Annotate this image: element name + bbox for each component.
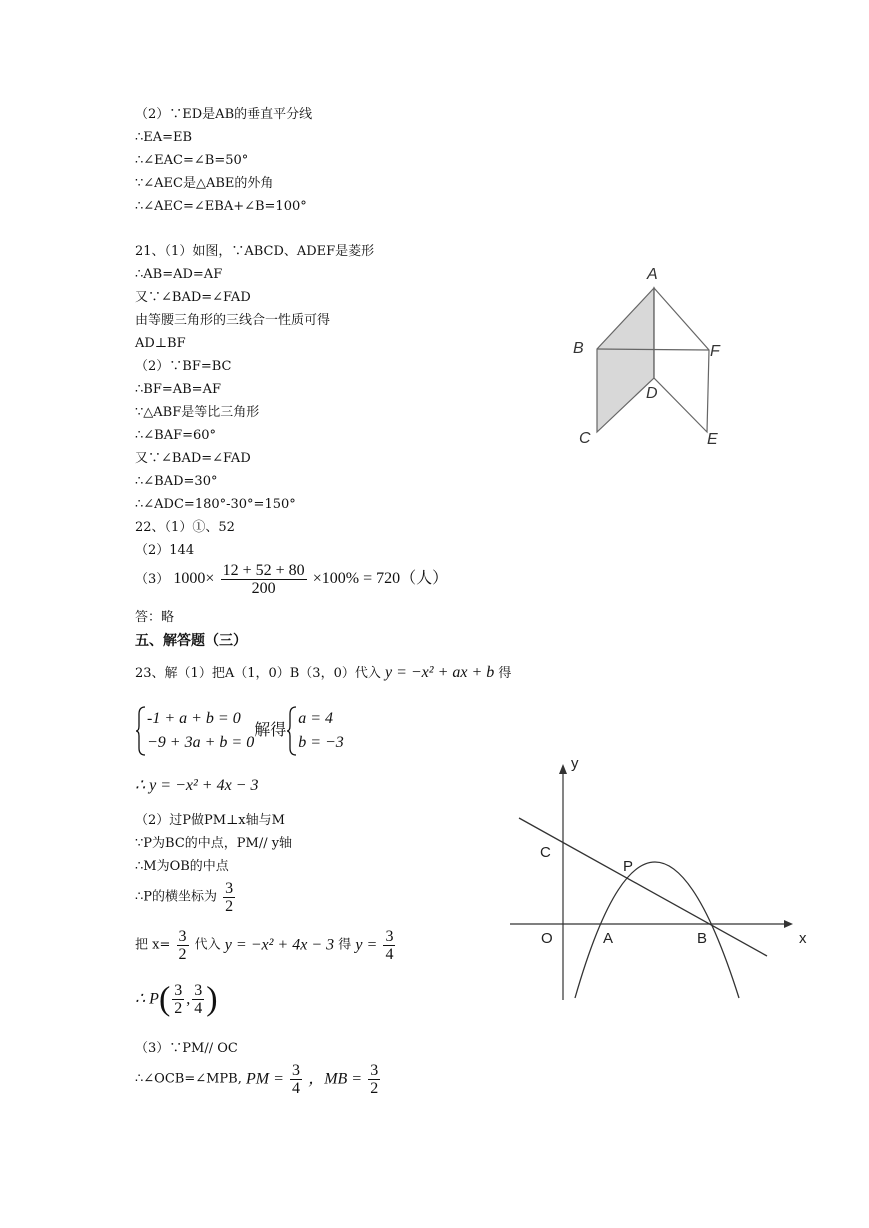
label-y: y <box>571 755 579 772</box>
p21-line9: ∴∠BAF=60° <box>135 428 217 443</box>
parabola-graph <box>505 750 825 1005</box>
fraction-den: 2 <box>370 1080 379 1097</box>
solution-equations <box>298 707 344 755</box>
label-x: x <box>799 930 807 947</box>
p21-line2: ∴AB=AD=AF <box>135 267 223 282</box>
fraction-den: 2 <box>225 898 234 915</box>
rhombus-adef <box>654 288 709 432</box>
p22-line4: 答：略 <box>135 610 175 625</box>
fraction-num: 3 <box>174 982 183 999</box>
system-eq-1: -1 + a + b = 0 <box>147 710 241 727</box>
solve-label: 解得 <box>254 722 287 739</box>
p22-fraction <box>221 562 307 597</box>
p23-line1-equation: y = −x² + ax + b <box>384 664 495 681</box>
label-c: C <box>540 844 551 861</box>
p23-line6-a: 把 x= <box>135 937 171 953</box>
p20-line1: （2）∵ED是AB的垂直平分线 <box>135 107 313 122</box>
p22-line3 <box>135 562 448 597</box>
p23-system <box>135 706 344 756</box>
fraction-den: 4 <box>292 1080 301 1097</box>
fraction-3-2 <box>172 982 184 1017</box>
fraction-num: 3 <box>194 982 203 999</box>
p23-line1-text: 23、解（1）把A（1，0）B（3，0）代入 <box>135 666 381 681</box>
parabola-curve <box>575 862 739 998</box>
y-axis-arrow-icon <box>559 764 567 774</box>
p23-line6-c: 得 <box>338 937 352 953</box>
system-equations <box>147 707 254 755</box>
fraction-3-4 <box>290 1062 302 1097</box>
line-bc <box>519 818 767 956</box>
p22-fraction-num: 12 + 52 + 80 <box>222 562 305 579</box>
p21-line5: AD⊥BF <box>135 336 186 351</box>
label-b: B <box>573 340 584 357</box>
fraction-3-2 <box>223 880 235 915</box>
section-heading: 五、解答题（三） <box>135 633 247 649</box>
left-brace-icon <box>286 706 298 756</box>
p20-line5: ∴∠AEC=∠EBA+∠B=100° <box>135 199 307 214</box>
p21-line11: ∴∠BAD=30° <box>135 474 218 489</box>
p22-line2: （2）144 <box>135 543 195 558</box>
p20-line3: ∴∠EAC=∠B=50° <box>135 153 249 168</box>
label-a: A <box>647 266 658 283</box>
comma: , <box>186 990 191 1008</box>
p21-line10: 又∵∠BAD=∠FAD <box>135 451 251 466</box>
fraction-den: 4 <box>194 1000 203 1017</box>
p23-line4: ∴M为OB的中点 <box>135 859 229 874</box>
p21-line1: 21、（1）如图，∵ABCD、ADEF是菱形 <box>135 244 375 259</box>
p23-line7 <box>135 982 218 1017</box>
p23-result: ∴ y = −x² + 4x − 3 <box>135 777 259 794</box>
fraction-num: 3 <box>292 1062 301 1079</box>
label-f: F <box>710 343 720 360</box>
p22-fraction-den: 200 <box>251 580 276 597</box>
fraction-3-2 <box>368 1062 380 1097</box>
p21-line4: 由等腰三角形的三线合一性质可得 <box>135 313 331 328</box>
p23-line2: （2）过P做PM⊥x轴与M <box>135 813 285 828</box>
p20-line2: ∴EA=EB <box>135 130 193 145</box>
fraction-den: 2 <box>174 1000 183 1017</box>
pm-label: PM = <box>246 1070 284 1088</box>
label-p: P <box>623 858 634 875</box>
fraction-3-2 <box>177 928 189 963</box>
left-brace-icon <box>135 706 147 756</box>
left-paren: ( <box>158 980 171 1018</box>
right-paren: ) <box>206 980 218 1018</box>
p23-line1-suffix: 得 <box>498 666 512 681</box>
x-axis-arrow-icon <box>784 920 793 928</box>
p23-line5 <box>135 880 237 915</box>
label-o: O <box>541 930 553 947</box>
fraction-num: 3 <box>385 928 394 945</box>
p20-line4: ∵∠AEC是△ABE的外角 <box>135 176 274 191</box>
p21-line6: （2）∵BF=BC <box>135 359 232 374</box>
fraction-num: 3 <box>178 928 187 945</box>
rhombus-figure <box>560 258 740 458</box>
fraction-den: 4 <box>385 946 394 963</box>
fraction-num: 3 <box>370 1062 379 1079</box>
p23-line9 <box>135 1062 382 1097</box>
p21-line3: 又∵∠BAD=∠FAD <box>135 290 251 305</box>
p22-expr-b: ×100% = 720（人） <box>312 570 449 587</box>
mb-label: ，MB = <box>308 1070 363 1088</box>
p23-line3: ∵P为BC的中点，PM// y轴 <box>135 836 293 851</box>
p23-line6-b: 代入 <box>194 937 221 953</box>
p23-line8: （3）∵PM// OC <box>135 1041 238 1056</box>
solution-b: b = −3 <box>298 734 344 751</box>
fraction-num: 3 <box>225 880 234 897</box>
p23-line6 <box>135 928 397 963</box>
p21-line12: ∴∠ADC=180°-30°=150° <box>135 497 296 512</box>
p23-line1 <box>135 664 511 683</box>
p21-line7: ∴BF=AB=AF <box>135 382 221 397</box>
label-d: D <box>646 385 658 402</box>
label-c: C <box>579 430 591 447</box>
rhombus-abcd <box>597 288 654 432</box>
fraction-den: 2 <box>178 946 187 963</box>
label-e: E <box>707 431 718 448</box>
fraction-3-4 <box>192 982 204 1017</box>
p21-line8: ∵△ABF是等比三角形 <box>135 405 260 420</box>
system-eq-2: −9 + 3a + b = 0 <box>147 734 255 751</box>
label-a: A <box>603 930 614 947</box>
label-b: B <box>697 930 708 947</box>
p23-line9-a: ∴∠OCB=∠MPB, <box>135 1071 242 1087</box>
point-p-label: ∴ P <box>135 990 159 1008</box>
fraction-3-4 <box>383 928 395 963</box>
p22-line1: 22、（1）①、52 <box>135 520 235 535</box>
p23-line5-text: ∴P的横坐标为 <box>135 889 218 905</box>
p23-line6-y: y = <box>355 936 378 954</box>
p22-expr-a: 1000× <box>173 570 215 587</box>
p22-line3-prefix: （3） <box>135 572 170 587</box>
solution-a: a = 4 <box>298 710 333 727</box>
p23-line6-equation: y = −x² + 4x − 3 <box>224 936 335 954</box>
